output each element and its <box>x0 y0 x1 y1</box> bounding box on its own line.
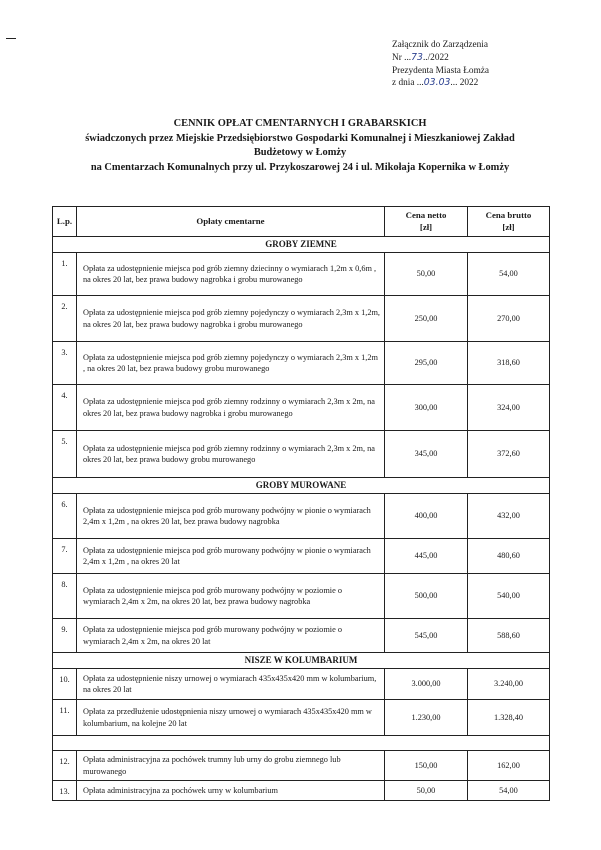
attachment-line: Załącznik do Zarządzenia <box>392 40 489 50</box>
table-body <box>53 237 550 801</box>
section-header-row <box>53 736 550 751</box>
section-title <box>53 736 550 751</box>
gross-price: 540,00 <box>468 574 550 619</box>
fee-description: Opłata administracyjna za pochówek urny w kolumbarium <box>77 781 385 801</box>
title-line-1: CENNIK OPŁAT CMENTARNYCH I GRABARSKICH <box>173 118 427 129</box>
issuer-line: Prezydenta Miasta Łomża <box>392 65 490 76</box>
row-number: 4. <box>53 385 77 431</box>
net-price: 295,00 <box>385 342 468 385</box>
order-number-suffix: ../2022 <box>422 52 449 63</box>
section-title: GROBY ZIEMNE <box>53 237 550 253</box>
title-line-4: na Cmentarzach Komunalnych przy ul. Przykoszarowej 24 i ul. Mikołaja Kopernika w Łomży <box>90 161 510 173</box>
fee-description: Opłata za udostępnienie miejsca pod grób murowany podwójny w poziomie o wymiarach 2,4m x 2m, na okres 20 lat <box>77 619 385 653</box>
fee-description: Opłata za udostępnienie miejsca pod grób ziemny rodzinny o wymiarach 2,3m x 2m, na okres 20 lat, bez prawa budowy nagrobka i grobu murowanego <box>77 385 385 431</box>
net-price: 545,00 <box>385 619 468 653</box>
net-price: 500,00 <box>385 574 468 619</box>
section-header-row <box>53 653 550 669</box>
net-price: 50,00 <box>385 781 468 801</box>
row-number: 7. <box>53 539 77 574</box>
header-net-price: Cena netto [zł] <box>385 207 468 237</box>
gross-price: 54,00 <box>468 781 550 801</box>
price-table <box>52 206 550 801</box>
section-header-row <box>53 237 550 253</box>
table-row <box>53 619 550 653</box>
handwritten-number: 73 <box>411 51 423 63</box>
gross-price: 1.328,40 <box>468 700 550 736</box>
order-number-line <box>392 52 489 65</box>
table-row <box>53 296 550 342</box>
title-line-2: świadczonych przez Miejskie Przedsiębiorstwo Gospodarki Komunalnej i Mieszkaniowej Zakład <box>85 132 515 144</box>
fee-description: Opłata za udostępnienie miejsca pod grób ziemny dziecinny o wymiarach 1,2m x 0,6m , na okres 20 lat, bez prawa budowy nagrobka i grobu murowanego <box>77 253 385 296</box>
row-number: 11. <box>53 700 77 736</box>
handwritten-month: 03 <box>438 77 451 89</box>
table-row <box>53 494 550 539</box>
date-suffix: ... 2022 <box>450 78 479 89</box>
net-price: 345,00 <box>385 431 468 478</box>
row-number: 1. <box>53 253 77 296</box>
date-prefix: z dnia ... <box>392 78 424 89</box>
gross-price: 432,00 <box>468 494 550 539</box>
net-price: 150,00 <box>385 751 468 781</box>
fee-description: Opłata za udostępnienie miejsca pod grób murowany podwójny w poziomie o wymiarach 2,4m x 2m, na okres 20 lat, bez prawa budowy nagrobka <box>77 574 385 619</box>
fee-description: Opłata za przedłużenie udostępnienia niszy urnowej o wymiarach 435x435x420 mm w kolumbarium, na kolejne 20 lat <box>77 700 385 736</box>
header-lp: L.p. <box>53 207 77 237</box>
handwritten-day: 03 <box>423 77 436 89</box>
margin-mark <box>6 38 16 39</box>
row-number: 2. <box>53 296 77 342</box>
table-header-row <box>53 207 550 237</box>
net-price: 250,00 <box>385 296 468 342</box>
row-number: 10. <box>53 669 77 700</box>
section-title: GROBY MUROWANE <box>53 478 550 494</box>
row-number: 9. <box>53 619 77 653</box>
fee-description: Opłata za udostępnienie miejsca pod grób murowany podwójny w pionie o wymiarach 2,4m x 1,2m , na okres 20 lat <box>77 539 385 574</box>
net-price: 50,00 <box>385 253 468 296</box>
table-row <box>53 385 550 431</box>
table-row <box>53 700 550 736</box>
gross-price: 480,60 <box>468 539 550 574</box>
gross-price: 324,00 <box>468 385 550 431</box>
gross-price: 588,60 <box>468 619 550 653</box>
net-price: 3.000,00 <box>385 669 468 700</box>
gross-price: 270,00 <box>468 296 550 342</box>
table-row <box>53 342 550 385</box>
row-number: 8. <box>53 574 77 619</box>
header-gross-price: Cena brutto [zł] <box>468 207 550 237</box>
row-number: 5. <box>53 431 77 478</box>
net-price: 300,00 <box>385 385 468 431</box>
table-row <box>53 781 550 801</box>
net-price: 1.230,00 <box>385 700 468 736</box>
row-number: 13. <box>53 781 77 801</box>
row-number: 6. <box>53 494 77 539</box>
table-row <box>53 431 550 478</box>
gross-price: 54,00 <box>468 253 550 296</box>
row-number: 12. <box>53 751 77 781</box>
table-row <box>53 539 550 574</box>
table-row <box>53 253 550 296</box>
row-number: 3. <box>53 342 77 385</box>
net-price: 445,00 <box>385 539 468 574</box>
gross-price: 318,60 <box>468 342 550 385</box>
fee-description: Opłata za udostępnienie miejsca pod grób ziemny pojedynczy o wymiarach 2,3m x 1,2m , na okres 20 lat, bez prawa budowy grobu murowanego <box>77 342 385 385</box>
attachment-note <box>392 39 489 90</box>
table-row <box>53 574 550 619</box>
table-row <box>53 751 550 781</box>
fee-description: Opłata administracyjna za pochówek trumny lub urny do grobu ziemnego lub murowanego <box>77 751 385 781</box>
gross-price: 162,00 <box>468 751 550 781</box>
section-header-row <box>53 478 550 494</box>
header-fee-name: Opłaty cmentarne <box>77 207 385 237</box>
fee-description: Opłata za udostępnienie miejsca pod grób ziemny rodzinny o wymiarach 2,3m x 2m, na okres 20 lat, bez prawa budowy grobu murowanego <box>77 431 385 478</box>
document-title <box>50 117 550 175</box>
gross-price: 372,60 <box>468 431 550 478</box>
net-price: 400,00 <box>385 494 468 539</box>
title-line-3: Budżetowy w Łomży <box>253 147 347 159</box>
section-title: NISZE W KOLUMBARIUM <box>53 653 550 669</box>
fee-description: Opłata za udostępnienie miejsca pod grób murowany podwójny w pionie o wymiarach 2,4m x 1,2m , na okres 20 lat, bez prawa budowy nagrobka <box>77 494 385 539</box>
order-number-prefix: Nr ... <box>392 52 412 63</box>
fee-description: Opłata za udostępnienie niszy urnowej o wymiarach 435x435x420 mm w kolumbarium, na okres 20 lat <box>77 669 385 700</box>
handwritten-date-separator: . <box>435 77 439 89</box>
date-line <box>392 77 489 90</box>
fee-description: Opłata za udostępnienie miejsca pod grób ziemny pojedynczy o wymiarach 2,3m x 1,2m, na okres 20 lat, bez prawa budowy nagrobka i grobu murowanego <box>77 296 385 342</box>
table-row <box>53 669 550 700</box>
gross-price: 3.240,00 <box>468 669 550 700</box>
